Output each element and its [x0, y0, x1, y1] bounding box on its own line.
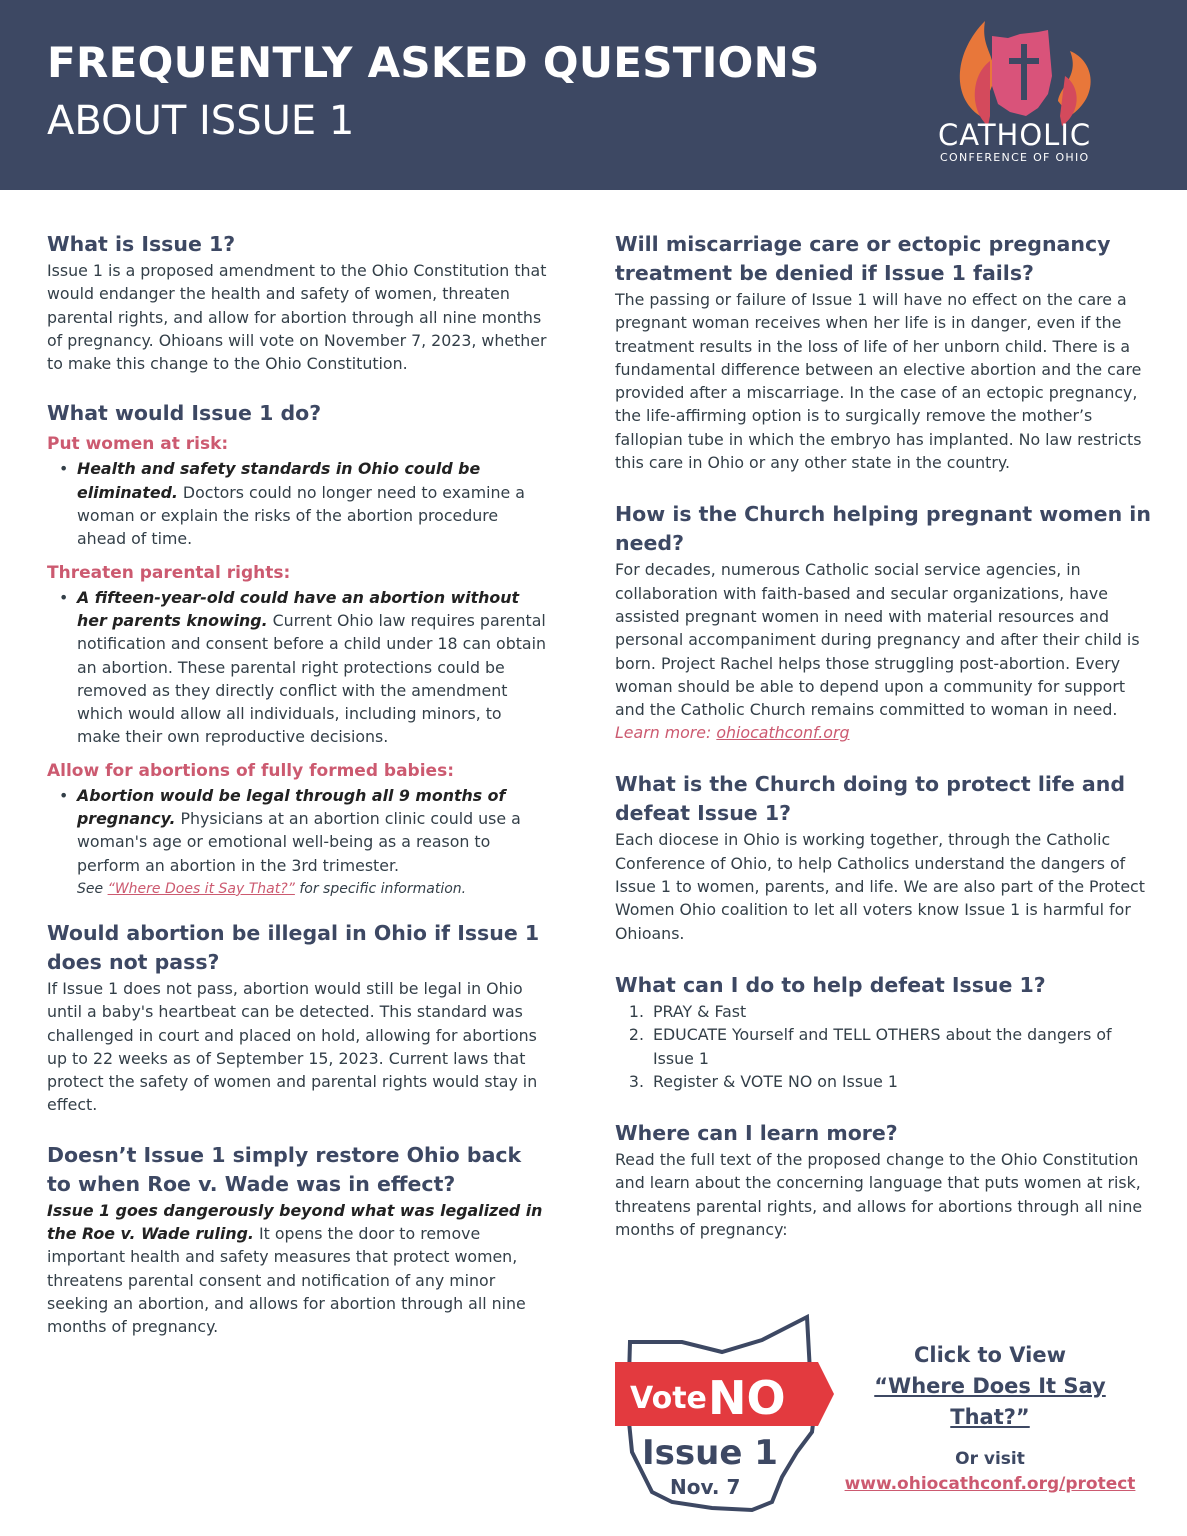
bullet-icon: • — [59, 587, 69, 607]
note-prefix: See — [77, 880, 108, 897]
bullet-bold: Health and safety standards in Ohio could be eliminated. — [77, 459, 481, 502]
list-item: 3. Register & VOTE NO on Issue 1 — [649, 1070, 1155, 1093]
answer-text: Read the full text of the proposed change to the Ohio Constitution and learn about the concerning language that puts women at risk, threatens parental rights, and allows for abortions through all nine months of pregnancy: — [615, 1150, 1143, 1240]
bullet-text: Current Ohio law requires parental notification and consent before a child under 18 can obtain an abortion. These parental right protections could be removed as they directly conflict with the amendment which would allow all individuals, including minors, to make their own reproductive decisions. — [77, 610, 546, 747]
answer-text: Issue 1 is a proposed amendment to the Ohio Constitution that would endanger the health and safety of women, threaten parental rights, and allow for abortion through all nine months of pregnancy. Ohioans will vote on November 7, 2023, whether to make this change to the Ohio Constitution. — [47, 261, 547, 374]
bullet-text: Physicians at an abortion clinic could use a woman's age or emotional well-being as a reason to perform an abortion in the 3rd trimester. — [77, 809, 521, 875]
bullet-icon: • — [59, 459, 69, 479]
question-heading: Where can I learn more? — [615, 1121, 898, 1146]
answer-bold: Issue 1 goes dangerously beyond what was legalized in the Roe v. Wade ruling. — [47, 1200, 543, 1244]
ohiocathconf-link[interactable]: ohiocathconf.org — [716, 723, 850, 743]
question-heading: Will miscarriage care or ectopic pregnancy treatment be denied if Issue 1 fails? — [615, 232, 1111, 285]
faq-church-helping — [615, 500, 1155, 744]
question-heading: Would abortion be illegal in Ohio if Issue 1 does not pass? — [47, 920, 540, 974]
list-item — [59, 457, 547, 550]
bullet-text: Doctors could no longer need to examine a woman or explain the risks of the abortion procedure ahead of time. — [77, 482, 525, 549]
bullet-list — [59, 457, 547, 550]
bullet-bold: A fifteen-year-old could have an abortion without her parents knowing. — [77, 587, 520, 630]
reference-note — [77, 881, 547, 897]
question-heading: What can I do to help defeat Issue 1? — [615, 972, 1046, 997]
date-label: Nov. 7 — [670, 1475, 741, 1499]
subheading-women-at-risk: Put women at risk: — [47, 434, 229, 455]
logo-subtitle: CONFERENCE OF OHIO — [940, 151, 1090, 164]
subheading-parental-rights: Threaten parental rights: — [47, 562, 291, 583]
bullet-list — [59, 784, 547, 877]
right-column — [615, 230, 1155, 1265]
answer-text: The passing or failure of Issue 1 will have no effect on the care a pregnant woman receives when her life is in danger, even if the treatment results in the loss of life of her unborn child. There is a fundamental difference between an elective abortion and the care provided after a miscarriage. In the case of an ectopic pregnancy, the life-affirming option is to surgically remove the mother’s fallopian tube in which the embryo has implanted. No law restricts this care in Ohio or any other state in the country. — [615, 290, 1142, 473]
left-column — [47, 230, 547, 1363]
cta-click-to-view: Click to View — [913, 1343, 1067, 1367]
page-title: FREQUENTLY ASKED QUESTIONS — [47, 38, 820, 87]
cta-or-visit: Or visit — [955, 1449, 1025, 1469]
protect-url-link[interactable]: www.ohiocathconf.org/protect — [844, 1474, 1136, 1494]
faq-miscarriage-care — [615, 230, 1155, 474]
page-subtitle: ABOUT ISSUE 1 — [47, 98, 355, 144]
question-heading: What would Issue 1 do? — [47, 401, 322, 426]
where-does-it-say-that-link[interactable]: “Where Does it Say That?” — [107, 880, 295, 897]
answer-text: If Issue 1 does not pass, abortion would still be legal in Ohio until a baby's heartbeat can be detected. This standard was challenged in court and placed on hold, allowing for abortions up to 22 weeks as of September 15, 2023. Current laws that protect the safety of women and parental rights would stay in effect. — [47, 978, 538, 1115]
list-item — [59, 784, 547, 877]
faq-roe-v-wade — [47, 1141, 547, 1339]
list-item — [59, 586, 547, 749]
question-heading: What is the Church doing to protect life and defeat Issue 1? — [615, 772, 1125, 826]
faq-illegal-if-not-pass — [47, 919, 547, 1117]
vote-no-ohio-badge[interactable] — [612, 1312, 840, 1517]
bullet-list — [59, 586, 547, 749]
question-heading: How is the Church helping pregnant women in need? — [615, 502, 1151, 556]
answer-text: Each diocese in Ohio is working together, through the Catholic Conference of Ohio, to help Catholics understand the dangers of Issue 1 to women, parents, and life. We are also part of the Protect Women Ohio coalition to let all voters know Issue 1 is harmful for Ohioans. — [615, 830, 1145, 943]
page-header — [0, 0, 1187, 190]
learn-more-label: Learn more: — [615, 723, 717, 743]
action-steps-list — [649, 1000, 1155, 1093]
answer-text — [47, 1199, 547, 1339]
issue-label: Issue 1 — [642, 1433, 778, 1473]
question-heading: Doesn’t Issue 1 simply restore Ohio back to when Roe v. Wade was in effect? — [47, 1142, 522, 1196]
faq-church-doing — [615, 770, 1155, 944]
answer-body: It opens the door to remove important health and safety measures that protect women, threatens parental consent and notification of any minor seeking an abortion, and allows for abortion through all nine months of pregnancy. — [47, 1224, 526, 1337]
bullet-icon: • — [59, 785, 69, 805]
list-item: 2. EDUCATE Yourself and TELL OTHERS about the dangers of Issue 1 — [649, 1023, 1155, 1070]
logo-wordmark: CATHOLIC — [938, 118, 1092, 152]
where-does-it-say-that-cta-link[interactable]: “Where Does It Say That?” — [874, 1374, 1106, 1429]
faq-learn-more — [615, 1119, 1155, 1241]
list-item: 1. PRAY & Fast — [649, 1000, 1155, 1023]
call-to-action — [835, 1340, 1145, 1497]
question-heading: What is Issue 1? — [47, 232, 236, 256]
no-label: NO — [708, 1371, 786, 1425]
note-suffix: for specific information. — [294, 880, 467, 897]
bullet-bold: Abortion would be legal through all 9 months of pregnancy. — [77, 785, 506, 829]
answer-text: For decades, numerous Catholic social service agencies, in collaboration with faith-based and secular organizations, have assisted pregnant women in need with material resources and personal accompaniment during pregnancy and after their child is born. Project Rachel helps those struggling post-abortion. Every woman should be able to depend upon a community for support and the Catholic Church remains committed to woman in need. — [615, 560, 1140, 720]
faq-what-can-i-do — [615, 971, 1155, 1093]
subheading-fully-formed: Allow for abortions of fully formed babies: — [47, 760, 454, 781]
vote-label: Vote — [630, 1381, 707, 1416]
faq-what-is-issue-1 — [47, 230, 547, 375]
learn-more — [615, 721, 1155, 744]
faq-what-would-issue-1-do — [47, 399, 547, 896]
